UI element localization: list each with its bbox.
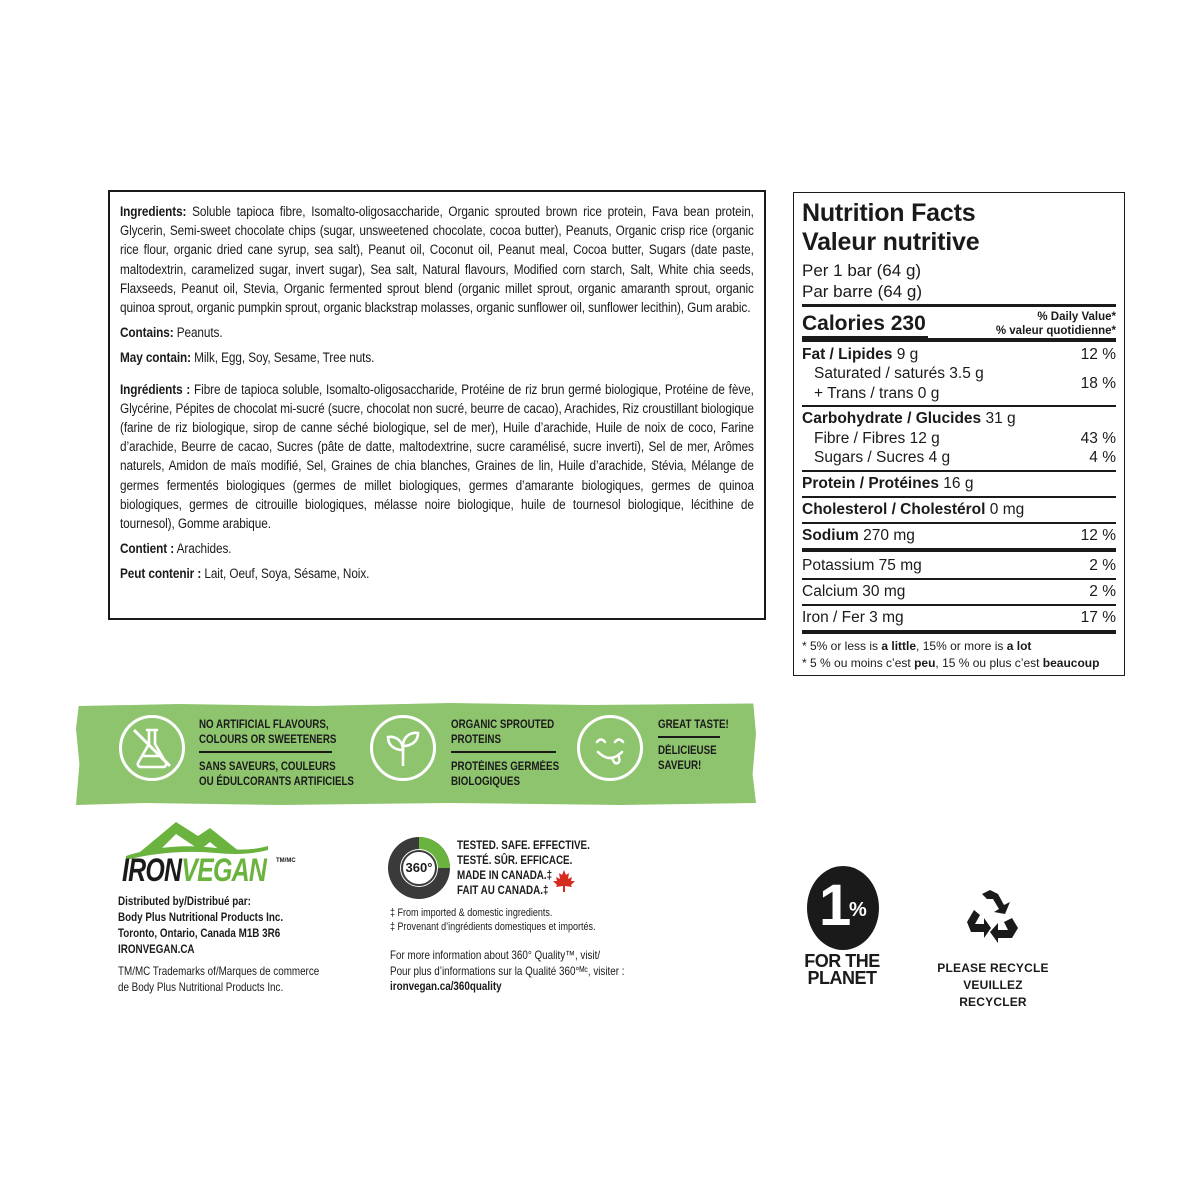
yum-face-icon [577,715,643,781]
claim2-text-fr: PROTÉINES GERMÉES BIOLOGIQUES [451,761,560,788]
contains-text: Peanuts. [173,325,223,341]
rule [802,522,1116,524]
footnote-fr: * 5 % ou moins c’est peu, 15 % ou plus c’est beaucoup [802,656,1100,670]
contains-label: Contains: [120,325,174,341]
calories-value: 230 [890,312,926,335]
ingredients-label: Ingredients: [120,204,187,219]
claim1-text: NO ARTIFICIAL FLAVOURS, COLOURS OR SWEETENERS [199,719,337,746]
carb-label: Carbohydrate / Glucides [802,410,982,427]
brand-wordmark: IRONVEGAN [122,852,267,888]
contains-en [120,323,754,342]
rule [802,578,1116,580]
daily-value-fr: % valeur quotidienne* [995,325,1116,337]
no-flask-icon [119,715,185,781]
trans-text: + Trans / trans 0 g [814,385,940,402]
rule-heavy [802,338,1116,342]
carb-value: 31 g [985,410,1016,427]
contains-fr-label: Contient : [120,541,175,557]
distribution-info: Distributed by/Distribué par: Body Plus Nutritional Products Inc. Toronto, Ontario, Canada M1B 3R6 IRONVEGAN.CA [118,894,284,956]
quality-360-badge-icon [386,835,452,901]
calcium-pct: 2 % [1089,583,1116,600]
nutrition-facts-table [793,192,1125,676]
rule-heavy [802,548,1116,552]
contains-fr [120,539,754,558]
iron-text: Iron / Fer 3 mg [802,609,904,626]
fibre-text: Fibre / Fibres 12 g [814,430,940,447]
quality-claims: TESTED. SAFE. EFFECTIVE. TESTÉ. SÛR. EFFICACE. MADE IN CANADA.‡ FAIT AU CANADA.‡ [457,838,590,897]
potassium-text: Potassium 75 mg [802,557,922,574]
ingredients-fr [120,380,754,534]
badge-text: 360° [405,860,433,875]
quality-link[interactable]: ironvegan.ca/360quality [390,979,502,993]
serving-size-fr: Par barre (64 g) [802,282,922,301]
daily-value-en: % Daily Value* [1037,311,1116,323]
fibre-pct: 43 % [1080,430,1116,447]
claim3-divider [658,736,720,738]
rule [802,496,1116,498]
planet-percent: % [849,899,867,921]
sugars-pct: 4 % [1089,449,1116,466]
sugars-text: Sugars / Sucres 4 g [814,449,951,466]
sodium-label: Sodium [802,527,859,544]
may-contain-fr [120,564,754,583]
may-contain-label: May contain: [120,350,191,366]
calories-label: Calories [802,312,885,335]
rule [802,470,1116,472]
sat-trans-pct: 18 % [1080,375,1116,392]
ironvegan-logo [118,818,296,888]
may-contain-en [120,348,754,367]
rule [802,604,1116,606]
cholesterol-label: Cholesterol / Cholestérol [802,501,986,518]
trademark-mark: TM/MC [276,858,296,864]
iron-pct: 17 % [1080,609,1116,626]
claim3-text: GREAT TASTE! [658,719,729,731]
may-contain-text: Milk, Egg, Soy, Sesame, Tree nuts. [190,350,375,366]
may-contain-fr-text: Lait, Oeuf, Soya, Sésame, Noix. [201,566,370,582]
rule-thick [802,304,1116,307]
claim1-divider [199,751,332,753]
saturated-text: Saturated / saturés 3.5 g [814,365,984,382]
ingredients-en [120,202,754,317]
may-contain-fr-label: Peut contenir : [120,566,202,582]
ingredients-fr-text: Fibre de tapioca soluble, Isomalto-oligosaccharide, Protéine de riz brun germé biologique, Protéine de fève, Glycérine, Pépites de chocolat mi-sucré (sucre, chocolat non sucré, beurre de cacao), Arachides, Riz croustillant biologique (farine de riz biologique, sirop de canne séché biologique, sel de mer), Huile d’arachide, Huile de noix de coco, Farine d’arachide, Beurre de cacao, Sucres (pâte de datte, maltodextrine, sucre caramélisé, sucre inverti), Sel de mer, Arômes naturels, Amidon de maïs modifié, Sel, Graines de chia blanches, Graines de lin, Huile d’arachide, Stévia, Mélange de germes fermentés biologiques (germes de millet biologiques, germes d’amarante biologiques, germes de quinoa biologiques, germes de citrouille biologiques, mélasse noire biologique, huile de tournesol biologique, lécithine de tournesol), Gomme arabique. [120,381,754,532]
protein-value: 16 g [943,475,974,492]
contains-fr-text: Arachides. [174,541,232,557]
sprout-icon [370,715,436,781]
rule [802,405,1116,407]
planet-number: 1 [819,873,852,938]
claim2-divider [451,751,556,753]
maple-leaf-icon [551,868,577,894]
rule-heavy [802,630,1116,634]
ingredients-fr-label: Ingrédients : [120,381,191,397]
claim2-text: ORGANIC SPROUTED PROTEINS [451,719,555,746]
nutrition-title-fr: Valeur nutritive [802,228,980,256]
fat-pct: 12 % [1080,346,1116,363]
claim1-text-fr: SANS SAVEURS, COULEURS OU ÉDULCORANTS ARTIFICIELS [199,761,354,788]
fat-label: Fat / Lipides [802,346,893,363]
quality-info: For more information about 360° Quality™, visit/ Pour plus d’informations sur la Qualité 360°ᴹᶜ, visiter : ironvegan.ca/360quality [390,948,625,993]
nutrition-title-en: Nutrition Facts [802,199,976,227]
one-percent-planet-logo [805,865,881,951]
ingredients-panel [108,190,766,620]
claim3-text-fr: DÉLICIEUSE SAVEUR! [658,745,717,772]
fat-value: 9 g [896,346,919,363]
sodium-pct: 12 % [1080,527,1116,544]
footnote-en: * 5% or less is a little, 15% or more is a lot [802,639,1032,653]
ingredients-text: Soluble tapioca fibre, Isomalto-oligosaccharide, Organic sprouted brown rice protein, Fava bean protein, Glycerin, Semi-sweet chocolate chips (sugar, unsweetened chocolate, cocoa butter), Peanuts, Organic crisp rice (organic rice flour, organic dried cane syrup, sea salt), Peanut oil, Coconut oil, Peanut meal, Cocoa butter, Sugars (date paste, maltodextrin, caramelized sugar, invert sugar), Sea salt, Natural flavours, Modified corn starch, Salt, White chia seeds, Flaxseeds, Peanut oil, Stevia, Organic fermented sprout blend (organic millet sprout, organic amaranth sprout, organic quinoa sprout, organic pumpkin sprout, organic blackstrap molasses, organic sunflower oil, sunflower lecithin), Gum arabic. [120,204,754,316]
recycle-icon [960,888,1020,944]
serving-size-en: Per 1 bar (64 g) [802,261,922,280]
calcium-text: Calcium 30 mg [802,583,906,600]
sodium-value: 270 mg [863,527,915,544]
protein-label: Protein / Protéines [802,475,939,492]
quality-notes: ‡ From imported & domestic ingredients. ‡ Provenant d’ingrédients domestiques et importés. [390,907,596,933]
planet-text: FOR THE PLANET [804,951,880,988]
potassium-pct: 2 % [1089,557,1116,574]
trademark-notice: TM/MC Trademarks of/Marques de commerce de Body Plus Nutritional Products Inc. [118,964,320,994]
recycle-text: PLEASE RECYCLE VEUILLEZ RECYCLER [937,961,1049,1009]
cholesterol-value: 0 mg [989,501,1025,518]
